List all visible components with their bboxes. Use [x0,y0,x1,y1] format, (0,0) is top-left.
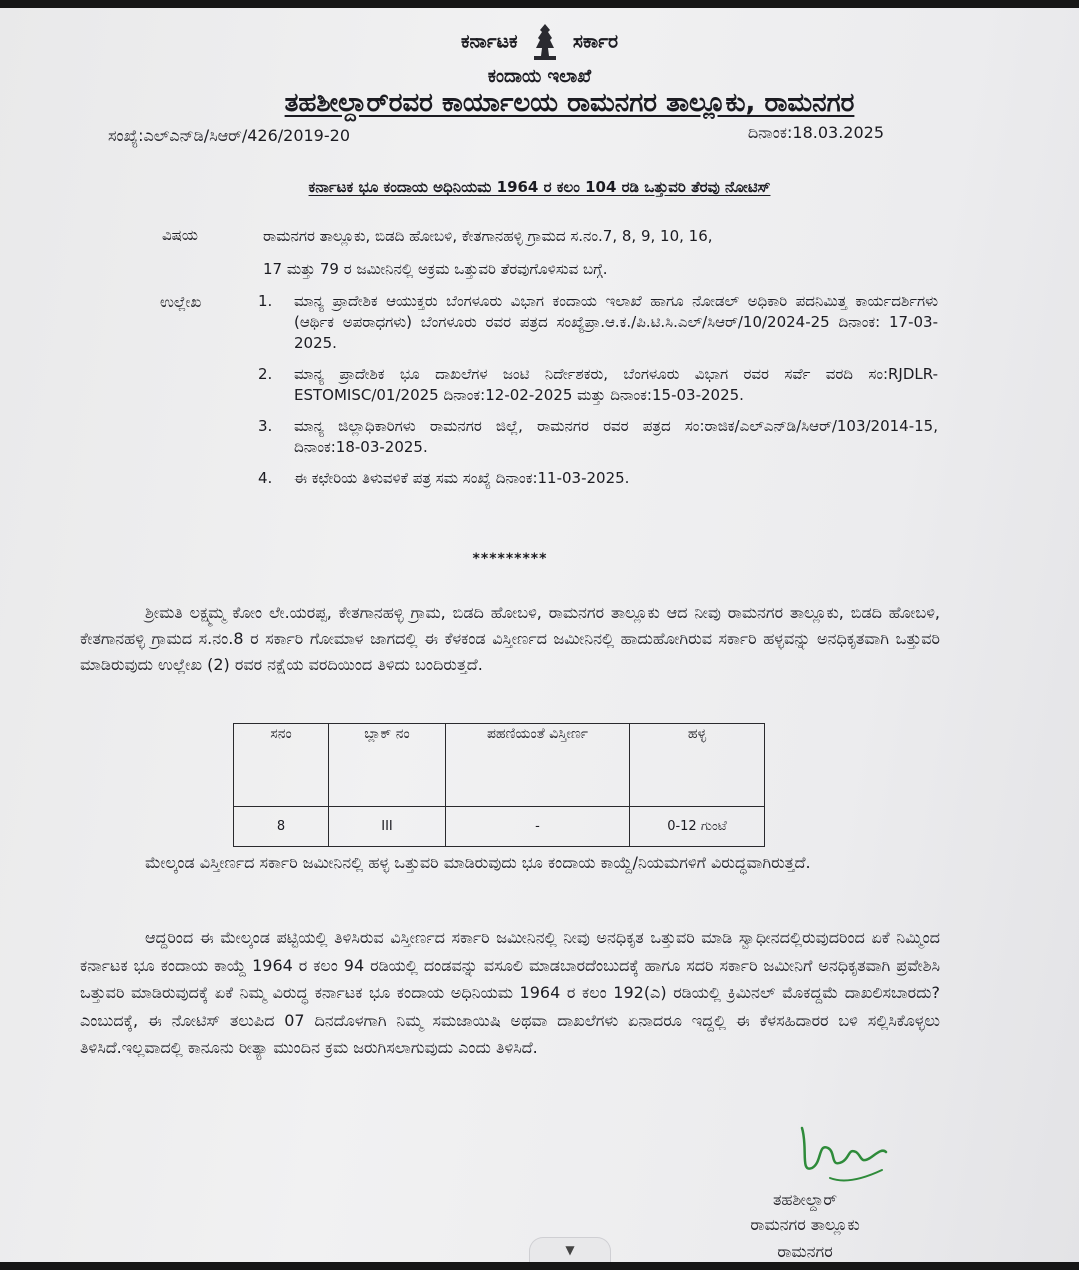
notice-date: ದಿನಾಂಕ:18.03.2025 [747,123,884,142]
body-paragraph-2: ಮೇಲ್ಕಂಡ ವಿಸ್ತೀರ್ಣದ ಸರ್ಕಾರಿ ಜಮೀನಿನಲ್ಲಿ ಹಳ್ಳ ಒತ್ತುವರಿ ಮಾಡಿರುವುದು ಭೂ ಕಂದಾಯ ಕಾಯ್ದೆ/ನಿಯಮಗಳಿಗೆ ವಿರುದ್ಧವಾಗಿರುತ್ತದೆ. [145,853,811,872]
signature-scribble [790,1118,890,1198]
table-cell: 8 [234,807,329,847]
body-paragraph-3: ಆದ್ದರಿಂದ ಈ ಮೇಲ್ಕಂಡ ಪಟ್ಟಿಯಲ್ಲಿ ತಿಳಿಸಿರುವ ವಿಸ್ತೀರ್ಣದ ಸರ್ಕಾರಿ ಜಮೀನಿನಲ್ಲಿ ನೀವು ಅನಧಿಕೃತ ಒತ್ತುವರಿ ಮಾಡಿ ಸ್ವಾಧೀನದಲ್ಲಿರುವುದರಿಂದ ಏಕೆ ನಿಮ್ಮಿಂದ ಕರ್ನಾಟಕ ಭೂ ಕಂದಾಯ ಕಾಯ್ದೆ 1964 ರ ಕಲಂ 94 ರಡಿಯಲ್ಲಿ ದಂಡವನ್ನು ವಸೂಲಿ ಮಾಡಬಾರದೆಂಬುದಕ್ಕೆ ಹಾಗೂ ಸದರಿ ಸರ್ಕಾರಿ ಜಮೀನಿಗೆ ಅನಧಿಕೃತವಾಗಿ ಪ್ರವೇಶಿಸಿ ಒತ್ತುವರಿ ಮಾಡಿರುವುದಕ್ಕೆ ಏಕೆ ನಿಮ್ಮ ವಿರುದ್ಧ ಕರ್ನಾಟಕ ಭೂ ಕಂದಾಯ ಅಧಿನಿಯಮ 1964 ರ ಕಲಂ 192(ಎ) ರಡಿಯಲ್ಲಿ ಕ್ರಿಮಿನಲ್ ಮೊಕದ್ದಮೆ ದಾಖಲಿಸಬಾರದು? ಎಂಬುದಕ್ಕೆ, ಈ ನೋಟಿಸ್ ತಲುಪಿದ 07 ದಿನದೊಳಗಾಗಿ ನಿಮ್ಮ ಸಮಜಾಯಿಷಿ ಅಥವಾ ದಾಖಲೆಗಳು ಏನಾದರೂ ಇದ್ದಲ್ಲಿ ಈ ಕೆಳಸಹಿದಾರರ ಬಳಿ ಸಲ್ಲಿಸಿಕೊಳ್ಳಲು ತಿಳಿಸಿದೆ.ಇಲ್ಲವಾದಲ್ಲಿ ಕಾನೂನು ರೀತ್ಯಾ ಮುಂದಿನ ಕ್ರಮ ಜರುಗಿಸಲಾಗುವುದು ಎಂದು ತಿಳಿಸಿದೆ. [80,928,940,1057]
bottom-bar [0,1262,1079,1270]
reference-item [258,291,938,354]
reference-number-2: 2. [258,365,273,383]
reference-text-4: ಈ ಕಛೇರಿಯ ತಿಳುವಳಿಕೆ ಪತ್ರ ಸಮ ಸಂಖ್ಯೆ ದಿನಾಂಕ:11-03-2025. [294,469,630,487]
column-header: ಬ್ಲಾಕ್ ನಂ [329,724,446,807]
gov-right-text: ಸರ್ಕಾರ [572,30,619,53]
reference-item [258,364,938,406]
reference-item [258,416,938,458]
reference-number-4: 4. [258,469,273,487]
references-label: ಉಲ್ಲೇಖ [160,293,202,311]
signatory-place: ರಾಮನಗರ [777,1242,833,1261]
column-header: ಸನಂ [234,724,329,807]
table-row [234,807,765,847]
references-list [258,291,938,499]
table-header-row [234,724,765,807]
signatory-designation: ತಹಶೀಲ್ದಾರ್ [772,1190,838,1209]
reference-item [258,468,938,489]
reference-number-3: 3. [258,417,273,435]
top-bar [0,0,1079,8]
table-cell: III [329,807,446,847]
subject-label: ವಿಷಯ [162,226,198,244]
document-page [0,8,1079,1262]
body-paragraph-1: ಶ್ರೀಮತಿ ಲಕ್ಷ್ಮಮ್ಮ ಕೋಂ ಲೇ.ಯರಪ್ಪ, ಕೇತಗಾನಹಳ್ಳಿ ಗ್ರಾಮ, ಬಿಡದಿ ಹೋಬಳಿ, ರಾಮನಗರ ತಾಲ್ಲೂಕು ಆದ ನೀವು ರಾಮನಗರ ತಾಲ್ಲೂಕು, ಬಿಡದಿ ಹೋಬಳಿ, ಕೇತಗಾನಹಳ್ಳಿ ಗ್ರಾಮದ ಸ.ನಂ.8 ರ ಸರ್ಕಾರಿ ಗೋಮಾಳ ಜಾಗದಲ್ಲಿ ಈ ಕೆಳಕಂಡ ವಿಸ್ತೀರ್ಣದ ಜಮೀನಿನಲ್ಲಿ ಹಾದುಹೋಗಿರುವ ಸರ್ಕಾರಿ ಹಳ್ಳವನ್ನು ಅನಧಿಕೃತವಾಗಿ ಒತ್ತುವರಿ ಮಾಡಿರುವುದು ಉಲ್ಲೇಖ (2) ರವರ ನಕ್ಷೆಯ ವರದಿಯಿಂದ ತಿಳಿದು ಬಂದಿರುತ್ತದೆ. [80,603,940,674]
column-header: ಹಳ್ಳ [630,724,765,807]
department-name: ಕಂದಾಯ ಇಲಾಖೆ [487,66,592,87]
survey-table [233,723,765,847]
scroll-down-handle[interactable] [529,1237,611,1262]
gov-left-text: ಕರ್ನಾಟಕ [460,30,518,53]
subject-line-1: ರಾಮನಗರ ತಾಲ್ಲೂಕು, ಬಿಡದಿ ಹೋಬಳಿ, ಕೇತಗಾನಹಳ್ಳಿ ಗ್ರಾಮದ ಸ.ನಂ.7, 8, 9, 10, 16, [263,227,713,245]
column-header: ಪಹಣಿಯಂತೆ ವಿಸ್ತೀರ್ಣ [446,724,630,807]
subject-line-2: 17 ಮತ್ತು 79 ರ ಜಮೀನಿನಲ್ಲಿ ಅಕ್ರಮ ಒತ್ತುವರಿ ತೆರವುಗೊಳಿಸುವ ಬಗ್ಗೆ. [263,260,608,278]
karnataka-emblem-icon [528,22,562,62]
signatory-taluk: ರಾಮನಗರ ತಾಲ್ಲೂಕು [750,1215,860,1234]
reference-number-1: 1. [258,292,273,310]
table-cell: 0-12 ಗುಂಟೆ [630,807,765,847]
notice-title: ಕರ್ನಾಟಕ ಭೂ ಕಂದಾಯ ಅಧಿನಿಯಮ 1964 ರ ಕಲಂ 104 ರಡಿ ಒತ್ತುವರಿ ತೆರವು ನೋಟಿಸ್ [308,178,771,196]
government-header [0,22,1079,62]
reference-text-1: ಮಾನ್ಯ ಪ್ರಾದೇಶಿಕ ಆಯುಕ್ತರು ಬೆಂಗಳೂರು ವಿಭಾಗ ಕಂದಾಯ ಇಲಾಖೆ ಹಾಗೂ ನೋಡಲ್ ಅಧಿಕಾರಿ ಪದನಿಮಿತ್ತ ಕಾರ್ಯದರ್ಶಿಗಳು (ಆರ್ಥಿಕ ಅಪರಾಧಗಳು) ಬೆಂಗಳೂರು ರವರ ಪತ್ರದ ಸಂಖ್ಯೆಪ್ರಾ.ಆ.ಕ./ಪಿ.ಟಿ.ಸಿ.ಎಲ್/ಸಿಆರ್/10/2024-25 ದಿನಾಂಕ: 17-03-2025. [294,292,938,352]
office-name: ತಹಶೀಲ್ದಾರ್‌ರವರ ಕಾರ್ಯಾಲಯ ರಾಮನಗರ ತಾಲ್ಲೂಕು, ರಾಮನಗರ [284,88,855,118]
reference-text-3: ಮಾನ್ಯ ಜಿಲ್ಲಾಧಿಕಾರಿಗಳು ರಾಮನಗರ ಜಿಲ್ಲೆ, ರಾಮನಗರ ರವರ ಪತ್ರದ ಸಂ:ರಾಜಿಕ/ಎಲ್ಎನ್‌ಡಿ/ಸಿಆರ್/103/2014-15, ದಿನಾಂಕ:18-03-2025. [294,417,938,456]
table-cell: - [446,807,630,847]
reference-number: ಸಂಖ್ಯೆ:ಎಲ್ಎನ್‌ಡಿ/ಸಿಆರ್/426/2019-20 [108,126,350,145]
reference-text-2: ಮಾನ್ಯ ಪ್ರಾದೇಶಿಕ ಭೂ ದಾಖಲೆಗಳ ಜಂಟಿ ನಿರ್ದೇಶಕರು, ಬೆಂಗಳೂರು ವಿಭಾಗ ರವರ ಸರ್ವೆ ವರದಿ ಸಂ:RJDLR-ESTOMISC/01/2025 ದಿನಾಂಕ:12-02-2025 ಮತ್ತು ದಿನಾಂಕ:15-03-2025. [294,365,938,404]
chevron-down-icon: ▼ [565,1243,575,1257]
separator: ********* [472,551,548,567]
